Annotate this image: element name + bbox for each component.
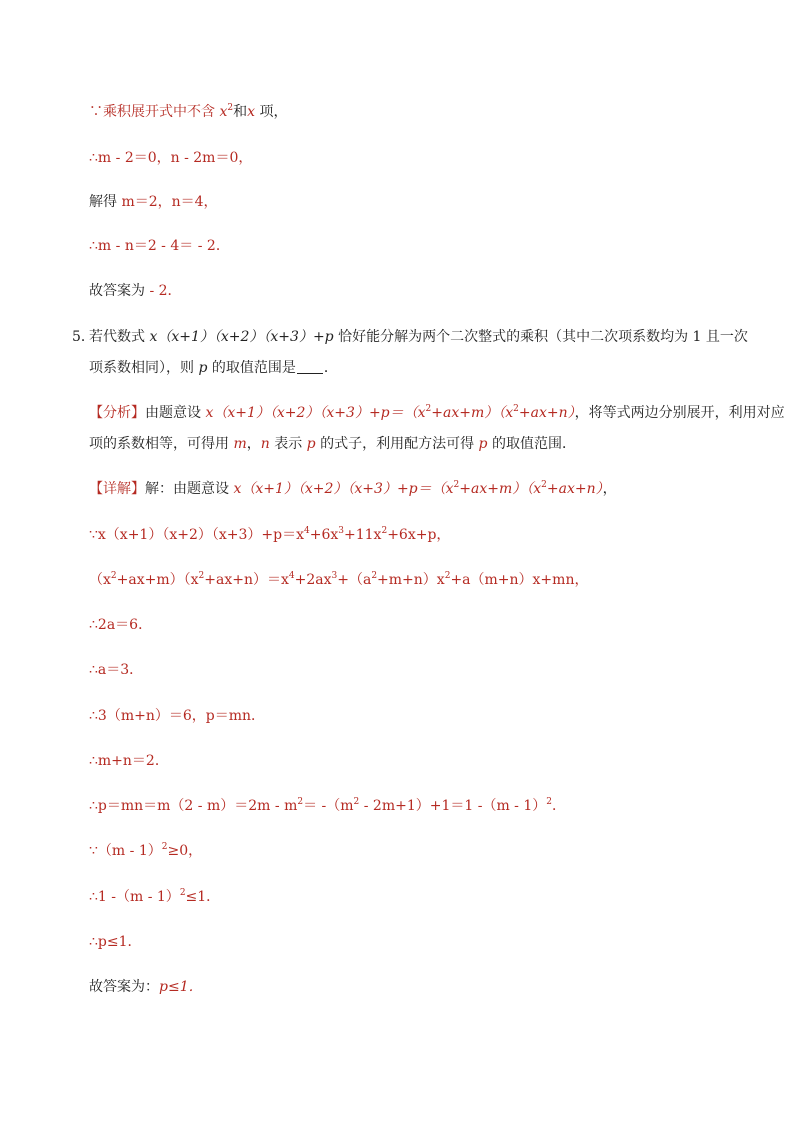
expr: +ax+m）（x [431, 405, 514, 421]
exp: 2 [425, 404, 432, 414]
exp: 2 [198, 571, 205, 581]
detail-tag: 【详解】 [89, 481, 145, 497]
exp: 2 [110, 571, 117, 581]
exp: 3 [331, 571, 338, 581]
exp: 2 [353, 797, 360, 807]
detail-line-8 [89, 796, 566, 816]
text: ，将等式两边分别展开，利用对应 [574, 405, 785, 421]
exp: 2 [179, 888, 186, 898]
solution-line-1 [89, 102, 287, 122]
detail-line-6 [89, 706, 265, 726]
solution-line-2 [89, 148, 252, 168]
text: ∵（m - 1） [89, 843, 162, 859]
var: x [219, 104, 228, 120]
question-line-1 [89, 327, 748, 347]
detail-line-7 [89, 751, 169, 771]
text: m＝2，n＝4， [121, 194, 218, 210]
question-number: 5． [72, 329, 95, 345]
text: 和 [233, 104, 248, 120]
text: ∴2a＝6． [89, 617, 153, 633]
detail-line-9 [89, 841, 202, 861]
text: 解：由题意设 [145, 481, 234, 497]
detail-line-1 [89, 479, 617, 499]
text: 由题意设 [145, 405, 206, 421]
text: +2ax [294, 572, 332, 588]
exp: 2 [453, 480, 460, 490]
text: 故答案为 [89, 283, 150, 299]
expr: +ax+n） [518, 405, 575, 421]
exp: 3 [338, 526, 345, 536]
exp: 2 [227, 103, 234, 113]
text: 解得 [89, 194, 122, 210]
text: ∴m - n＝2 - 4＝ - 2． [89, 238, 230, 254]
var: p [478, 436, 488, 452]
text: +m+n）x [377, 572, 445, 588]
text: ∴3（m+n）＝6，p＝mn． [89, 708, 265, 724]
final-answer [89, 977, 203, 997]
detail-line-5 [89, 660, 143, 680]
expr: +ax+m）（x [459, 481, 542, 497]
exp: 4 [304, 526, 310, 536]
text: ． [323, 360, 338, 376]
solution-line-4 [89, 236, 230, 256]
expr: x（x+1）（x+2）（x+3）+p＝（x [205, 405, 426, 421]
analysis-tag: 【分析】 [89, 405, 145, 421]
text: ∴1 -（m - 1） [89, 889, 180, 905]
var: x [247, 104, 255, 120]
text: 故答案为： [89, 979, 159, 995]
text: 项， [255, 104, 288, 120]
text: ≤1． [185, 889, 221, 905]
text: 的取值范围． [487, 436, 576, 452]
exp: 2 [541, 480, 547, 490]
text: ∴p≤1． [89, 934, 142, 950]
text: +a（m+n）x+mn， [450, 572, 589, 588]
text: ， [246, 436, 261, 452]
text: （x [89, 572, 111, 588]
detail-line-4 [89, 615, 152, 635]
text: ∴p＝mn＝m（2 - m）＝2m - m [89, 798, 298, 814]
exp: 2 [513, 404, 519, 414]
text: ． [552, 798, 567, 814]
text: ≥0， [167, 843, 203, 859]
exp: 2 [546, 797, 553, 807]
text: ＝ -（m [303, 798, 354, 814]
text: ∴a＝3． [89, 662, 144, 678]
answer-blank [297, 361, 323, 374]
text: +6x [309, 527, 339, 543]
detail-line-3 [89, 570, 588, 590]
var: p [306, 436, 316, 452]
exp: 2 [381, 526, 388, 536]
text: ∴m+n＝2． [89, 753, 169, 769]
exp: 2 [371, 571, 378, 581]
text: +ax+n）＝x [204, 572, 289, 588]
question-line-2 [89, 358, 338, 378]
answer-line [89, 281, 182, 301]
detail-line-10 [89, 887, 220, 907]
text: ∵x（x+1）（x+2）（x+3）+p＝x [89, 527, 304, 543]
text: 若代数式 [89, 329, 150, 345]
text: 项系数相同），则 [89, 360, 199, 376]
text: - 2． [149, 283, 182, 299]
text: 的取值范围是 [207, 360, 296, 376]
text: +11x [344, 527, 382, 543]
text: ∵乘积展开式中不含 [89, 104, 220, 120]
detail-line-11 [89, 932, 142, 952]
text: ∴m - 2＝0，n - 2m＝0， [89, 150, 253, 166]
var: n [260, 436, 270, 452]
exp: 4 [288, 571, 295, 581]
text: 表示 [269, 436, 307, 452]
analysis-line-2 [89, 434, 576, 454]
var: m [233, 436, 247, 452]
var: p [198, 360, 208, 376]
text: +ax+m）（x [116, 572, 199, 588]
exp: 2 [297, 797, 304, 807]
text: p≤1． [159, 979, 203, 995]
text: +6x+p， [387, 527, 451, 543]
text: +（a [337, 572, 372, 588]
solution-line-3 [89, 192, 218, 212]
text: ， [602, 481, 617, 497]
text: 项的系数相等，可得用 [89, 436, 234, 452]
text: 恰好能分解为两个二次整式的乘积（其中二次项系数均为 1 且一次 [333, 329, 748, 345]
detail-line-2 [89, 525, 450, 545]
expr: x（x+1）（x+2）（x+3）+p＝（x [233, 481, 454, 497]
exp: 2 [444, 571, 451, 581]
text: 的式子，利用配方法可得 [315, 436, 479, 452]
expr: x（x+1）（x+2）（x+3）+p [149, 329, 334, 345]
text: - 2m+1）+1＝1 -（m - 1） [359, 798, 547, 814]
exp: 2 [161, 842, 168, 852]
expr: +ax+n） [546, 481, 603, 497]
analysis-line-1 [89, 403, 785, 423]
